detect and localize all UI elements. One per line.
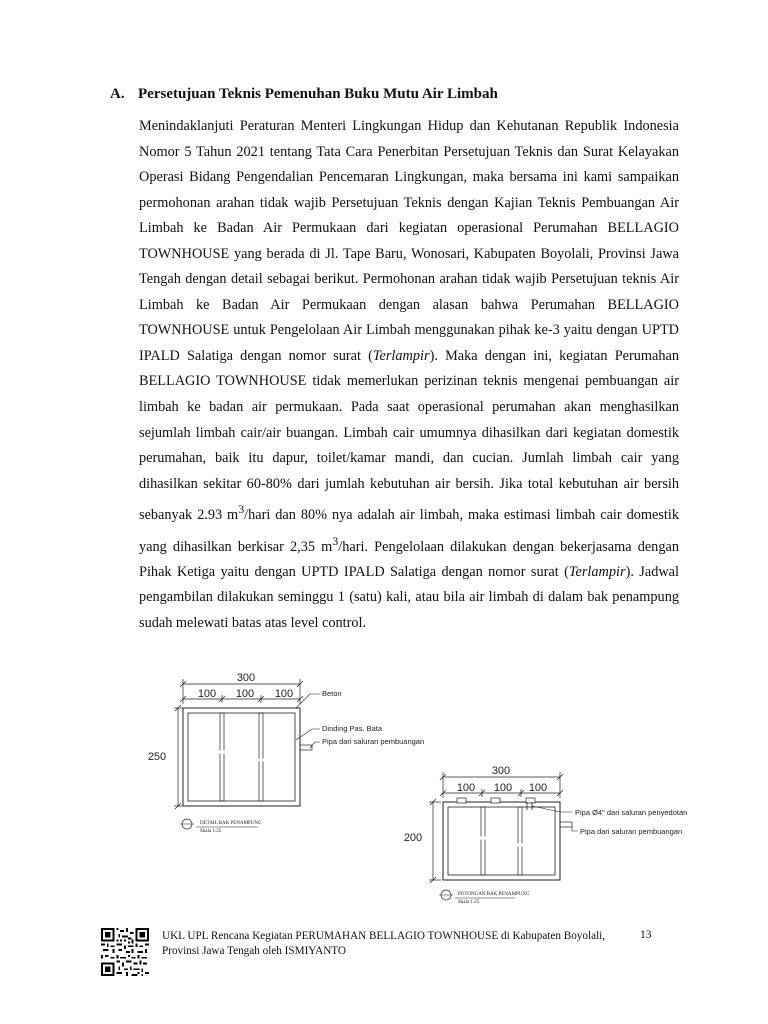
paragraph-part-1: Menindaklanjuti Peraturan Menteri Lingkungan Hidup dan Kehutanan Republik Indonesia Nomor 5 Tahun 2021 tentang Tata Cara Penerbitan Persetujuan Teknis dan Surat Kelayakan Operasi Bidang Pengendalian Pencemaran Lingkungan, maka bersama ini kami sampaikan permohonan arahan tidak wajib Persetujuan Teknis dengan Kajian Teknis Pembuangan Air Limbah ke Badan Air Permukaan dari kegiatan operasional Perumahan BELLAGIO TOWNHOUSE yang berada di Jl. Tape Baru, Wonosari, Kabupaten Boyolali, Provinsi Jawa Tengah dengan detail sebagai berikut. Permohonan arahan tidak wajib Persetujuan teknis Air Limbah ke Badan Air Permukaan dengan alasan bahwa Perumahan BELLAGIO TOWNHOUSE untuk Pengelolaan Air Limbah menggunakan pihak ke-3 yaitu dengan UPTD IPALD Salatiga dengan nomor surat (	[139, 118, 679, 364]
top-seg2-label: 100	[235, 688, 255, 700]
bottom-height-dimension	[429, 799, 441, 883]
top-height-dimension	[174, 705, 186, 809]
terlampir-2: Terlampir	[568, 563, 626, 580]
top-caption: DETAIL BAK PENAMPUNG	[200, 821, 262, 826]
bottom-drawing	[404, 765, 688, 905]
top-drawing	[148, 672, 424, 834]
top-scale: Skala 1:25	[200, 829, 222, 834]
top-seg3-label: 100	[274, 688, 294, 700]
terlampir-1: Terlampir	[372, 347, 430, 364]
paragraph-part-5: ). Jadwal pengambilan dilakukan seminggu 1 (satu) kali, atau bila air limbah di dalam bak penampung sudah melewati batas atas level control.	[139, 563, 679, 631]
page-number: 13	[640, 929, 652, 941]
section-title: Persetujuan Teknis Pemenuhan Buku Mutu Air Limbah	[138, 86, 498, 102]
top-label-pipa: Pipa dari saluran pembuangan	[322, 737, 425, 746]
superscript-1: 3	[238, 502, 245, 517]
bottom-height-label: 200	[403, 832, 423, 844]
qr-code-icon	[101, 928, 149, 976]
bottom-seg3-label: 100	[528, 782, 548, 794]
superscript-2: 3	[332, 533, 339, 548]
top-label-beton: Beton	[322, 689, 342, 698]
bottom-label-pipa-sedot: Pipa Ø4" dari saluran penyedotan	[575, 808, 688, 817]
top-total-label: 300	[236, 672, 256, 684]
top-tank-body	[183, 708, 312, 806]
top-seg1-label: 100	[197, 688, 217, 700]
bottom-total-label: 300	[491, 765, 511, 777]
paragraph-part-3: /hari dan 80% nya adalah air limbah, maka estimasi limbah cair domestik yang dihasilkan berkisar 2,35 m	[139, 506, 680, 555]
footer-line-1: UKL UPL Rencana Kegiatan PERUMAHAN BELLAGIO TOWNHOUSE di Kabupaten Boyolali,	[162, 930, 606, 942]
bottom-caption: POTONGAN BAK PENAMPUNG	[458, 892, 530, 897]
footer-line-2: Provinsi Jawa Tengah oleh ISMIYANTO	[162, 945, 347, 957]
top-label-dinding: Dinding Pas. Bata	[322, 724, 383, 733]
paragraph-part-2: ). Maka dengan ini, kegiatan Perumahan BELLAGIO TOWNHOUSE tidak memerlukan perizinan teknis mengenai pembuangan air limbah ke badan air permukaan. Pada saat operasional perumahan akan menghasilkan sejumlah limbah cair/air buangan. Limbah cair umumnya dihasilkan dari kegiatan domestik perumahan, baik itu dapur, toilet/kamar mandi, dan cucian. Jumlah limbah cair yang dihasilkan sekitar 60-80% dari jumlah kebutuhan air bersih. Jika total kebutuhan air bersih sebanyak 2.93 m	[139, 347, 680, 523]
bottom-label-pipa-buang: Pipa dari saluran pembuangan	[580, 827, 683, 836]
bottom-seg1-label: 100	[456, 782, 476, 794]
bottom-seg2-label: 100	[493, 782, 513, 794]
page-footer	[162, 929, 662, 959]
top-height-label: 250	[147, 751, 167, 763]
paragraph-part-4: /hari. Pengelolaan dilakukan dengan bekerjasama dengan Pihak Ketiga yaitu dengan UPTD IPALD Salatiga dengan nomor surat (	[139, 538, 679, 580]
section-letter: A.	[110, 86, 125, 102]
bottom-scale: Skala 1:25	[458, 900, 480, 905]
